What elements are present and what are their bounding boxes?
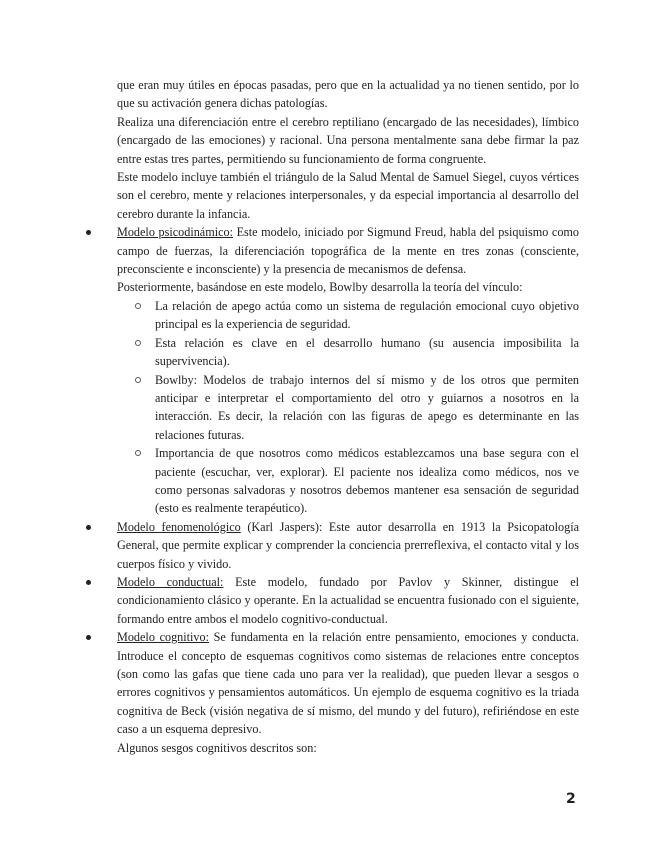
bullet-icon	[86, 580, 91, 585]
circle-bullet-icon	[135, 450, 141, 456]
paragraph: Algunos sesgos cognitivos descritos son:	[117, 740, 317, 755]
bullet-icon	[86, 230, 91, 235]
sub-bullet-text: La relación de apego actúa como un sistema de regulación emocional cuyo objetivo principal es la experiencia de seguridad.	[155, 298, 579, 332]
document-body	[117, 76, 579, 757]
page-number: 2	[566, 791, 576, 807]
sub-bullet	[155, 371, 579, 445]
bullet-psicodinamico	[117, 223, 579, 278]
paragraph: que eran muy útiles en épocas pasadas, pero que en la actualidad ya no tienen sentido, por lo que su activación genera dichas patologías.	[117, 78, 579, 111]
bullet-text: Este modelo, iniciado por Sigmund Freud, habla del psiquismo como campo de fuerzas, la diferenciación topográfica de la mente en tres zonas (consciente, preconsciente e inconsciente) y la presencia de mecanismos de defensa.	[117, 225, 579, 277]
sub-bullet	[155, 444, 579, 518]
sub-bullet	[155, 334, 579, 371]
bullet-title: Modelo cognitivo:	[117, 630, 209, 645]
bullet-text: (Karl Jaspers): Este autor desarrolla en 1913 la Psicopatología General, que permite explicar y comprender la conciencia prerreflexiva, el contacto vital y los cuerpos físico y vivido.	[117, 519, 579, 571]
bullet-title: Modelo fenomenológico	[117, 519, 241, 534]
bullet-fenomenologico	[117, 518, 579, 573]
paragraph: Este modelo incluye también el triángulo de la Salud Mental de Samuel Siegel, cuyos vértices son el cerebro, mente y relaciones interpersonales, y da especial importancia al desarrollo del cerebro durante la infancia.	[117, 170, 579, 221]
sub-bullet-text: Bowlby: Modelos de trabajo internos del sí mismo y de los otros que permiten anticipar e interpretar el comportamiento del otro y guiarnos a nosotros en la interacción. Es decir, la relación con las figuras de apego es determinante en las relaciones futuras.	[155, 372, 579, 442]
circle-bullet-icon	[135, 340, 141, 346]
bullet-title: Modelo conductual:	[117, 574, 224, 589]
sub-bullet-text: Importancia de que nosotros como médicos establezcamos una base segura con el paciente (escuchar, ver, explorar). El paciente nos idealiza como médicos, nos ve como personas salvadoras y nosotros debemos mantener esa sensación de seguridad (esto es realmente terapéutico).	[155, 446, 579, 516]
sub-bullet-text: Esta relación es clave en el desarrollo humano (su ausencia imposibilita la supervivencia).	[155, 335, 579, 369]
circle-bullet-icon	[135, 303, 141, 309]
bullet-title: Modelo psicodinámico:	[117, 225, 233, 240]
bullet-cognitivo	[117, 628, 579, 738]
paragraph: Posteriormente, basándose en este modelo, Bowlby desarrolla la teoría del vínculo:	[117, 280, 523, 295]
bullet-icon	[86, 525, 91, 530]
bullet-text: Este modelo, fundado por Pavlov y Skinner, distingue el condicionamiento clásico y operante. En la actualidad se encuentra fusionado con el siguiente, formando entre ambos el modelo cognitivo-conductual.	[117, 574, 580, 626]
paragraph: Realiza una diferenciación entre el cerebro reptiliano (encargado de las necesidades), límbico (encargado de las emociones) y racional. Una persona mentalmente sana debe firmar la paz entre estas tres partes, permitiendo su funcionamiento de forma congruente.	[117, 114, 579, 166]
bullet-text: Se fundamenta en la relación entre pensamiento, emociones y conducta. Introduce el concepto de esquemas cognitivos como sistemas de relaciones entre conceptos (son como las gafas que tiene cada uno para ver la realidad), que pueden llevar a sesgos o errores cognitivos y pensamientos automáticos. Un ejemplo de esquema cognitivo es la triada cognitiva de Beck (visión negativa de sí mismo, del mundo y del futuro), refiriéndose en este caso a un esquema depresivo.	[117, 630, 580, 737]
circle-bullet-icon	[135, 377, 141, 383]
bullet-icon	[86, 635, 91, 640]
bullet-conductual	[117, 573, 579, 628]
sub-bullet	[155, 297, 579, 334]
